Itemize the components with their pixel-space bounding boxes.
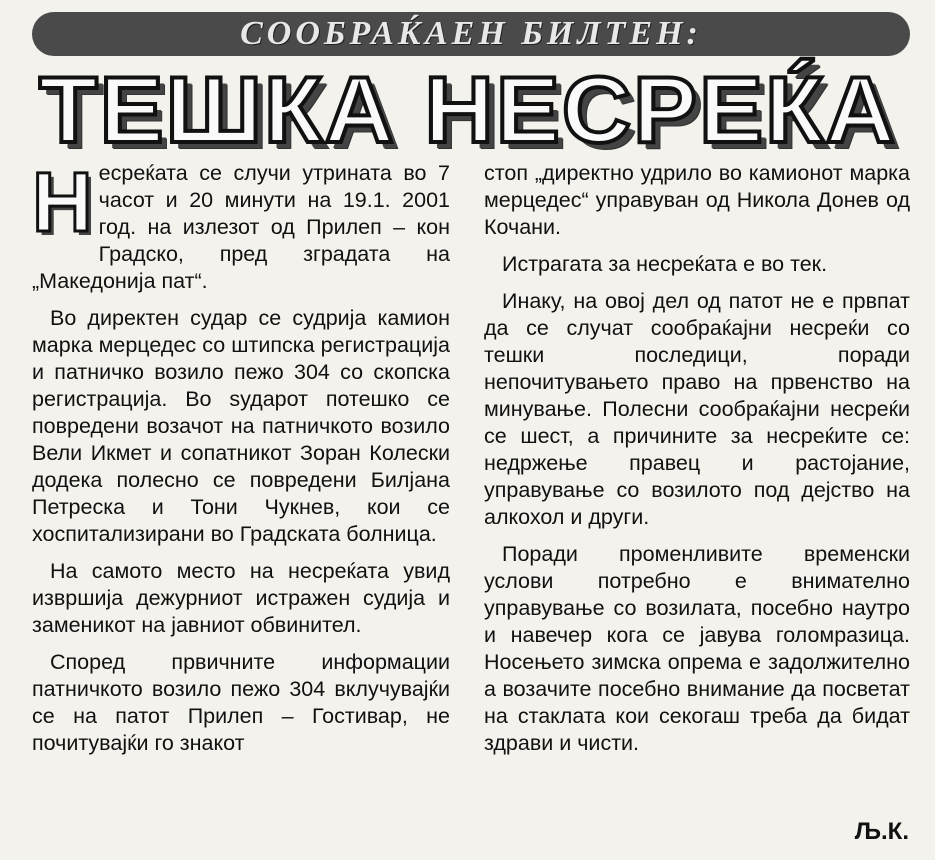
author-signature: Љ.К. [854,818,909,845]
article-paragraph: Инаку, на овој дел од патот не е првпат да се случат сообраќајни несреќи со тешки последици, поради непочитувањето право на првенство на минување. Полесни сообраќајни несреќи се шест, а причините за несреќите се: недржење правец и растојание, управување со возилото под дејство на алкохол и други. [484,289,910,529]
article-paragraph: Според првичните информации патничкото возило пежо 304 вклучувајќи се на патот Прилеп – Гостивар, не почитувајќи го знакот [32,650,450,755]
article-headline: ТЕШКА НЕСРЕЌА [39,57,897,162]
article-paragraph-text: есреќата се случи утрината во 7 часот и 20 минути на 19.1. 2001 год. на излезот од Прилеп – кон Градско, пред зградата на „Македонија пат“. [32,161,450,293]
article-column-right [484,160,910,757]
article-paragraph: стоп „директно удрило во камионот марка мерцедес“ управуван од Никола Донев од Кочани. [484,161,910,239]
article-column-left [32,155,450,767]
article-paragraph: На самото место на несреќата увид извршија дежурниот истражен судија и заменикот на јавниот обвинител. [32,559,450,637]
article-paragraph: Поради променливите временски услови потребно е внимателно управување со возилата, посебно наутро и навечер кога се јавува голомразица. Носењето зимска опрема е задолжително а возачите посебно внимание да посветат на стаклата кои секогаш треба да бидат здрави и чисти. [484,542,910,755]
article-paragraph: Истрагата за несреќата е во тек. [502,252,828,276]
article-paragraph [32,155,450,295]
drop-cap: Н [32,155,93,249]
section-banner [32,12,910,56]
section-banner-title: СООБРАЌАЕН БИЛТЕН: [240,15,702,52]
article-paragraph: Во директен судар се судрија камион марка мерцедес со штипска регистрација и патничко возило пежо 304 со скопска регистрација. Во sударот потешко се повредени возачот на патничкото возило Вели Икмет и сопатникот Зоран Колески додека полесно се повредени Билјана Петреска и Тони Чукнев, кои се хоспитализирани во Градската болница. [32,306,450,546]
